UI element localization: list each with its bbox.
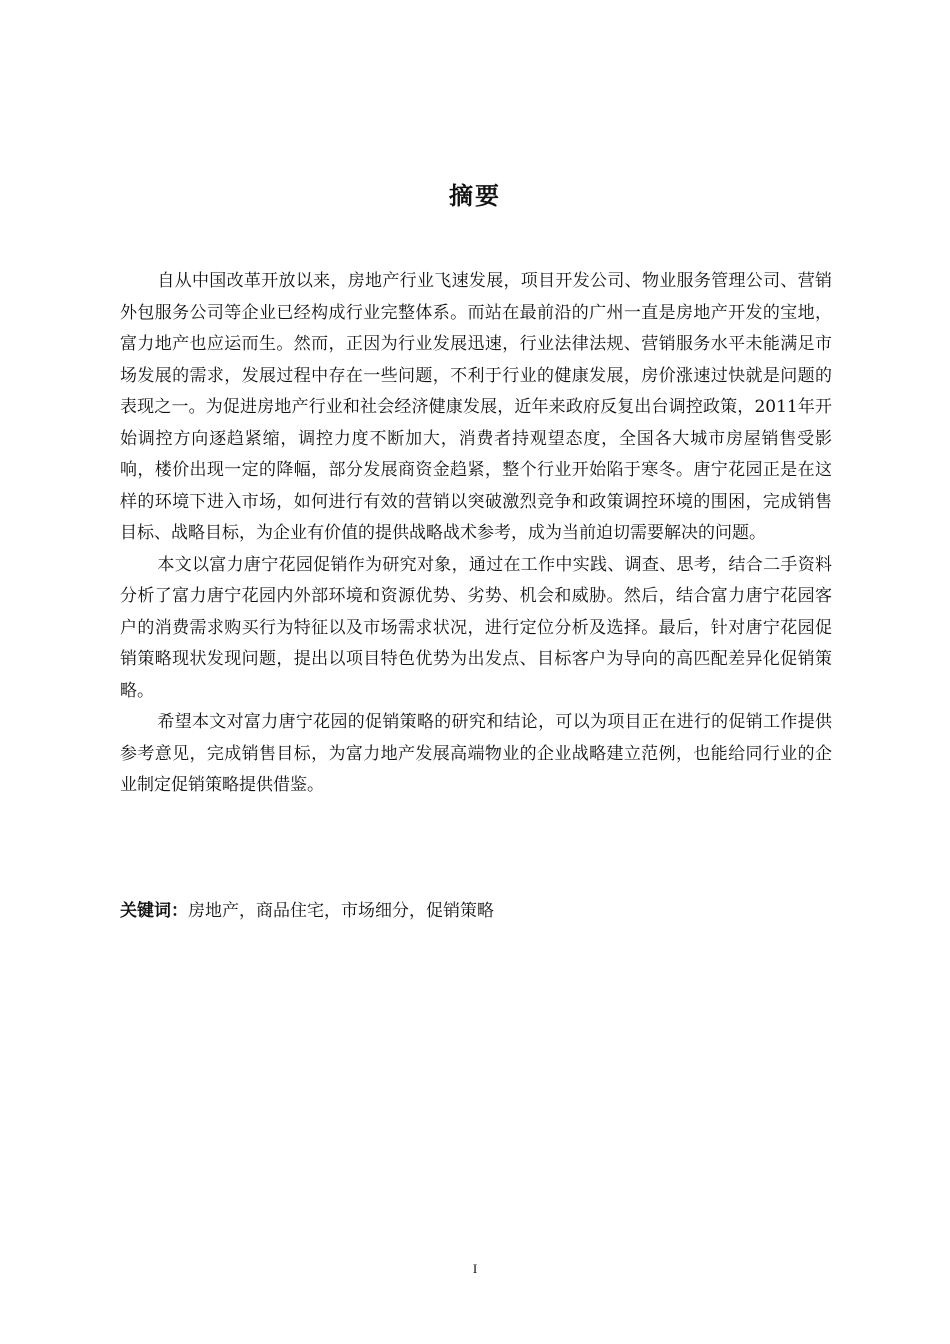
keywords-list: 房地产，商品住宅，市场细分，促销策略 [188, 901, 494, 921]
abstract-paragraph-2: 本文以富力唐宁花园促销作为研究对象，通过在工作中实践、调查、思考，结合二手资料分析了富力唐宁花园内外部环境和资源优势、劣势、机会和威胁。然后，结合富力唐宁花园客户的消费需求购买行为特征以及市场需求状况，进行定位分析及选择。最后，针对唐宁花园促销策略现状发现问题，提出以项目特色优势为出发点、目标客户为导向的高匹配差异化促销策略。 [120, 554, 832, 701]
keywords-line [120, 896, 832, 927]
abstract-paragraph-3: 希望本文对富力唐宁花园的促销策略的研究和结论，可以为项目正在进行的促销工作提供参考意见，完成销售目标，为富力地产发展高端物业的企业战略建立范例，也能给同行业的企业制定促销策略提供借鉴。 [120, 712, 832, 795]
abstract-body [120, 266, 832, 802]
keywords-label: 关键词： [120, 901, 188, 921]
abstract-paragraph-1: 自从中国改革开放以来，房地产行业飞速发展，项目开发公司、物业服务管理公司、营销外包服务公司等企业已经构成行业完整体系。而站在最前沿的广州一直是房地产开发的宝地，富力地产也应运而生。然而，正因为行业发展迅速，行业法律法规、营销服务水平未能满足市场发展的需求，发展过程中存在一些问题，不利于行业的健康发展，房价涨速过快就是问题的表现之一。为促进房地产行业和社会经济健康发展，近年来政府反复出台调控政策，2011年开始调控方向逐趋紧缩，调控力度不断加大，消费者持观望态度，全国各大城市房屋销售受影响，楼价出现一定的降幅，部分发展商资金趋紧，整个行业开始陷于寒冬。唐宁花园正是在这样的环境下进入市场，如何进行有效的营销以突破激烈竞争和政策调控环境的围困，完成销售目标、战略目标，为企业有价值的提供战略战术参考，成为当前迫切需要解决的问题。 [120, 271, 832, 543]
page-number: I [472, 1261, 478, 1276]
abstract-title: 摘要 [449, 182, 501, 210]
